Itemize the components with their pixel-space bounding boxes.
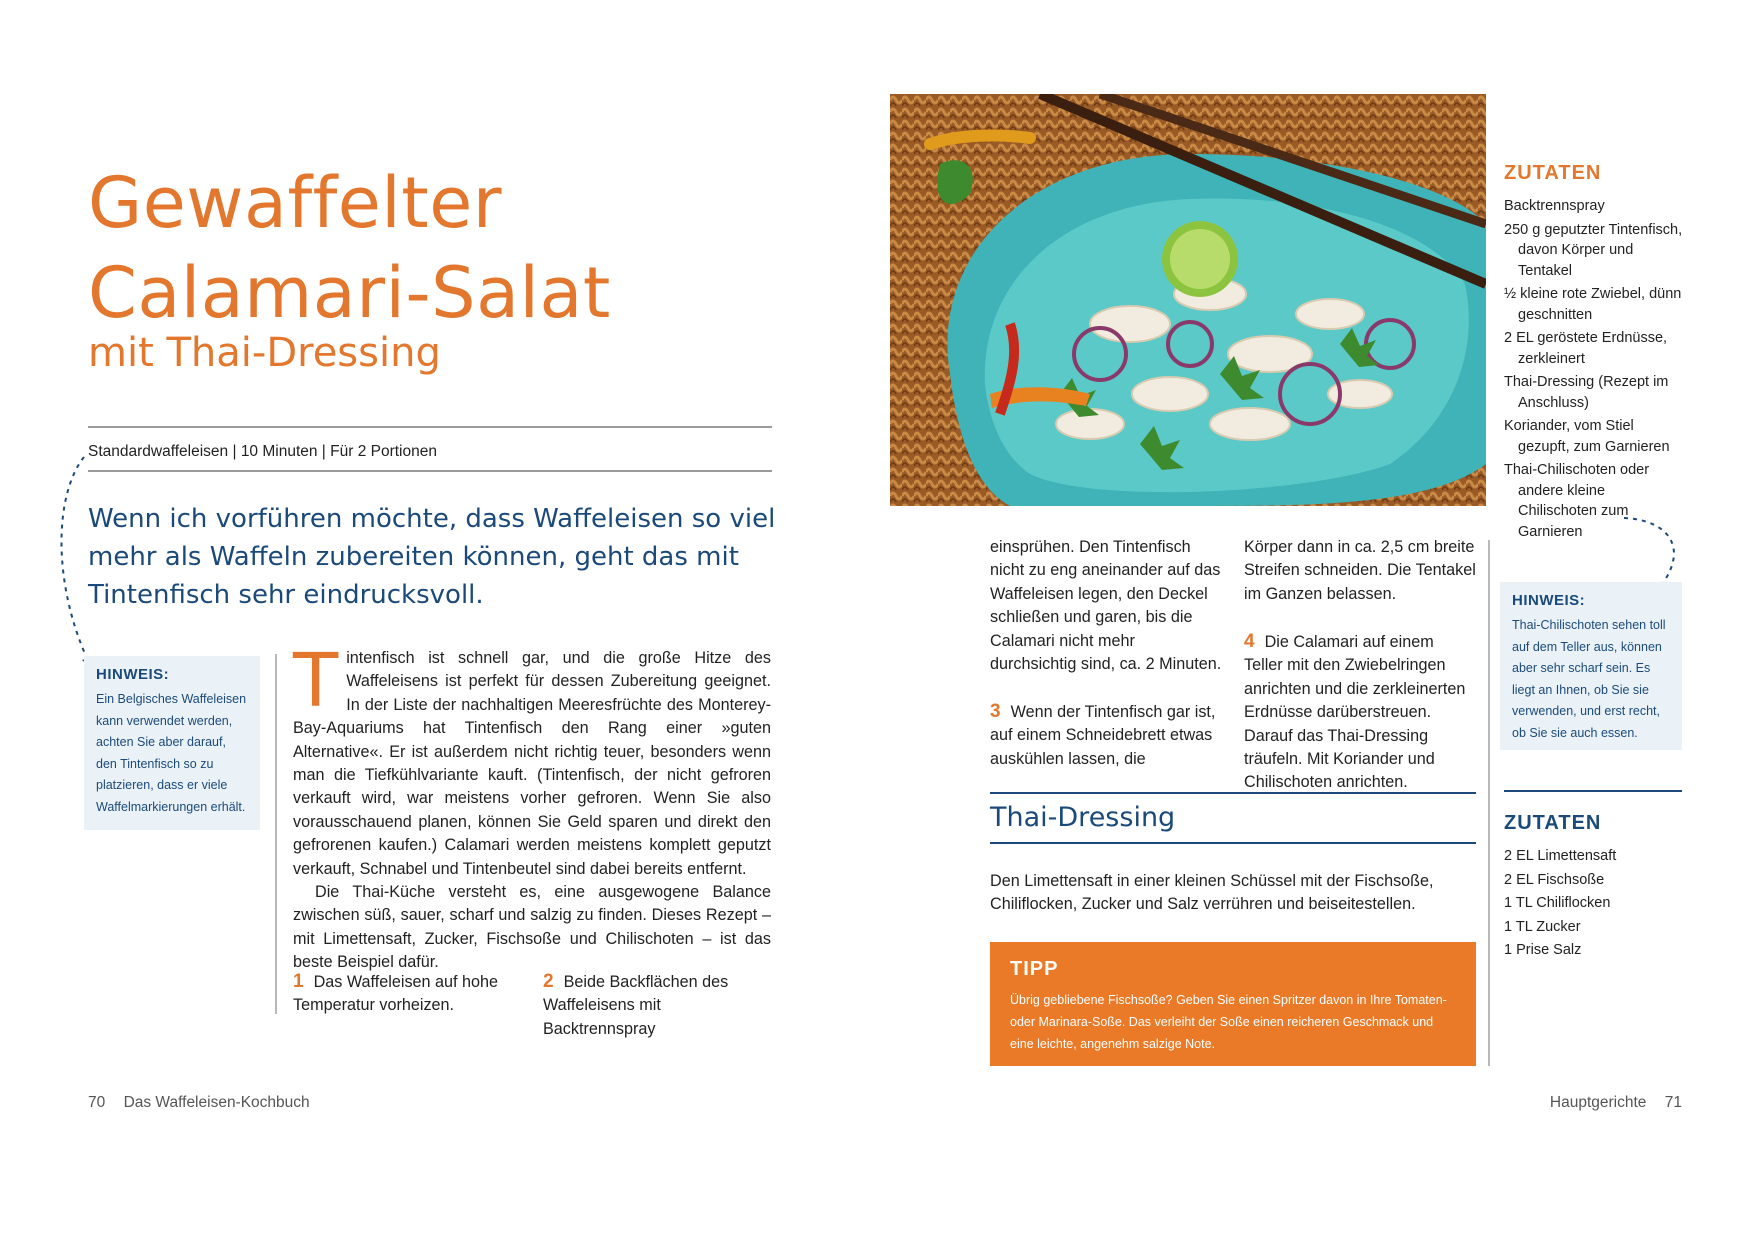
footer-right (1550, 1094, 1682, 1112)
body-text-block (293, 638, 771, 975)
step-3 (990, 700, 1222, 771)
recipe-meta: Standardwaffeleisen | 10 Minuten | Für 2 Portionen (88, 443, 437, 460)
hint-box-right (1500, 582, 1682, 750)
hint-text: Ein Belgisches Waffeleisen kann verwendet werden, achten Sie aber darauf, den Tintenfisch so zu platzieren, dass er viele Waffelmarkierungen erhält. (96, 692, 247, 814)
hint-title: HINWEIS: (1512, 592, 1586, 609)
ingredient-item: 250 g geputzter Tintenfisch, davon Körper und Tentakel (1504, 221, 1683, 279)
ingredient-item: Koriander, vom Stiel gezupft, zum Garnieren (1504, 418, 1670, 455)
step-text: Das Waffeleisen auf hohe Temperatur vorheizen. (293, 973, 499, 1015)
dressing-bottom-rule (990, 842, 1476, 844)
step-1 (293, 970, 523, 1018)
step-number: 4 (1244, 631, 1255, 652)
hint-text: Thai-Chilischoten sehen toll auf dem Teller aus, können aber sehr scharf sein. Es liegt an Ihnen, ob Sie sie verwenden, und erst recht, ob Sie sie auch essen. (1512, 618, 1666, 740)
meta-top-rule (88, 426, 772, 428)
step-number: 3 (990, 701, 1001, 722)
drop-cap: T (293, 638, 339, 724)
step-2-continued: einsprühen. Den Tintenfisch nicht zu eng aneinander auf das Waffeleisen legen, den Deckel schließen und garen, bis die Calamari nicht mehr durchsichtig sind, ca. 2 Minuten. (990, 538, 1222, 674)
calamari-salad-illustration (890, 94, 1486, 506)
step-4 (1244, 630, 1476, 795)
dressing-heading: Thai-Dressing (990, 802, 1176, 833)
ingredient-item: 2 EL Limettensaft (1504, 848, 1617, 864)
ingredient-item: ½ kleine rote Zwiebel, dünn geschnitten (1504, 286, 1682, 323)
dressing-ingredient-list (1504, 846, 1684, 964)
step-text: Die Calamari auf einem Teller mit den Zwiebelringen anrichten und die zerkleinerten Erdnüsse darüberstreuen. Darauf das Thai-Dressing träufeln. Mit Koriander und Chilischoten anrichten. (1244, 633, 1466, 792)
step-text: Beide Backflächen des Waffeleisens mit Backtrennspray (543, 973, 729, 1038)
tipp-title: TIPP (1010, 958, 1059, 980)
book-title: Das Waffeleisen-Kochbuch (123, 1094, 310, 1111)
ingredient-item: Backtrennspray (1504, 198, 1605, 214)
zutaten2-rule (1504, 790, 1682, 792)
intro-text: Wenn ich vorführen möchte, dass Waffeleisen so viel mehr als Waffeln zubereiten können, geht das mit Tintenfisch sehr eindrucksvoll. (88, 504, 776, 610)
dressing-text: Den Limettensaft in einer kleinen Schüssel mit der Fischsoße, Chiliflocken, Zucker und Salz verrühren und beiseitestellen. (990, 872, 1434, 914)
recipe-subtitle: mit Thai-Dressing (88, 330, 441, 376)
dressing-top-rule (990, 792, 1476, 794)
ingredient-item: Thai-Chilischoten oder andere kleine Chilischoten zum Garnieren (1504, 462, 1650, 540)
page-number-left: 70 (88, 1094, 106, 1111)
body-paragraph-1: intenfisch ist schnell gar, und die große Hitze des Waffeleisens ist perfekt für dessen Zubereitung geeignet. In der Liste der nachhaltigen Meeresfrüchte des Monterey-Bay-Aquariums hat Tintenfisch den Rang einer »guten Alternative«. Er ist außerdem nicht richtig teuer, besonders wenn man die Tiefkühlvariante kauft. (Tintenfisch, der nicht gefroren verkauft wird, war meistens vorher gefroren. Wenn Sie also vorausschauend planen, können Sie Geld sparen und direkt den gefrorenen kaufen.) Calamari werden meistens komplett geputzt verkauft, Schnabel und Tintenbeutel sind dabei bereits entfernt. (293, 649, 771, 878)
dish-photo (890, 94, 1486, 506)
footer-left (88, 1094, 310, 1112)
ingredient-list (1504, 196, 1684, 545)
step-number: 1 (293, 971, 304, 992)
ingredient-item: 2 EL geröstete Erdnüsse, zerkleinert (1504, 330, 1668, 367)
step-3-continued: Körper dann in ca. 2,5 cm breite Streifen schneiden. Die Tentakel im Ganzen belassen. (1244, 538, 1476, 603)
meta-bottom-rule (88, 470, 772, 472)
body-paragraph-2: Die Thai-Küche versteht es, eine ausgewogene Balance zwischen süß, sauer, scharf und salzig zu finden. Dieses Rezept – mit Limettensaft, Zucker, Fischsoße und Chilischoten – ist das beste Beispiel dafür. (293, 883, 771, 972)
title-line-2: Calamari-Salat (88, 252, 611, 334)
ingredient-item: 1 TL Chiliflocken (1504, 895, 1611, 911)
recipe-title (88, 158, 728, 338)
dashed-arrow-left (50, 455, 110, 675)
chapter-title: Hauptgerichte (1549, 1094, 1647, 1111)
page-number-right: 71 (1664, 1094, 1682, 1111)
zutaten-heading-dressing: ZUTATEN (1504, 812, 1602, 834)
ingredient-item: 1 TL Zucker (1504, 918, 1581, 935)
hint-box-left (84, 656, 260, 830)
column-divider-left (275, 654, 277, 1014)
step-text: Wenn der Tintenfisch gar ist, auf einem Schneidebrett etwas auskühlen lassen, die (990, 703, 1216, 768)
column-divider-right (1488, 540, 1490, 1066)
hint-title: HINWEIS: (96, 666, 170, 683)
step-2 (543, 970, 775, 1041)
step-number: 2 (543, 971, 554, 992)
ingredient-item: 2 EL Fischsoße (1504, 871, 1605, 888)
ingredient-item: 1 Prise Salz (1504, 942, 1582, 958)
zutaten-heading: ZUTATEN (1504, 162, 1602, 184)
ingredient-item: Thai-Dressing (Rezept im Anschluss) (1504, 374, 1669, 411)
tipp-box (990, 942, 1476, 1066)
tipp-text: Übrig gebliebene Fischsoße? Geben Sie einen Spritzer davon in Ihre Tomaten- oder Marinara-Soße. Das verleiht der Soße einen reicheren Geschmack und eine leichte, angenehm salzige Note. (1010, 993, 1447, 1051)
title-line-1: Gewaffelter (88, 162, 503, 244)
